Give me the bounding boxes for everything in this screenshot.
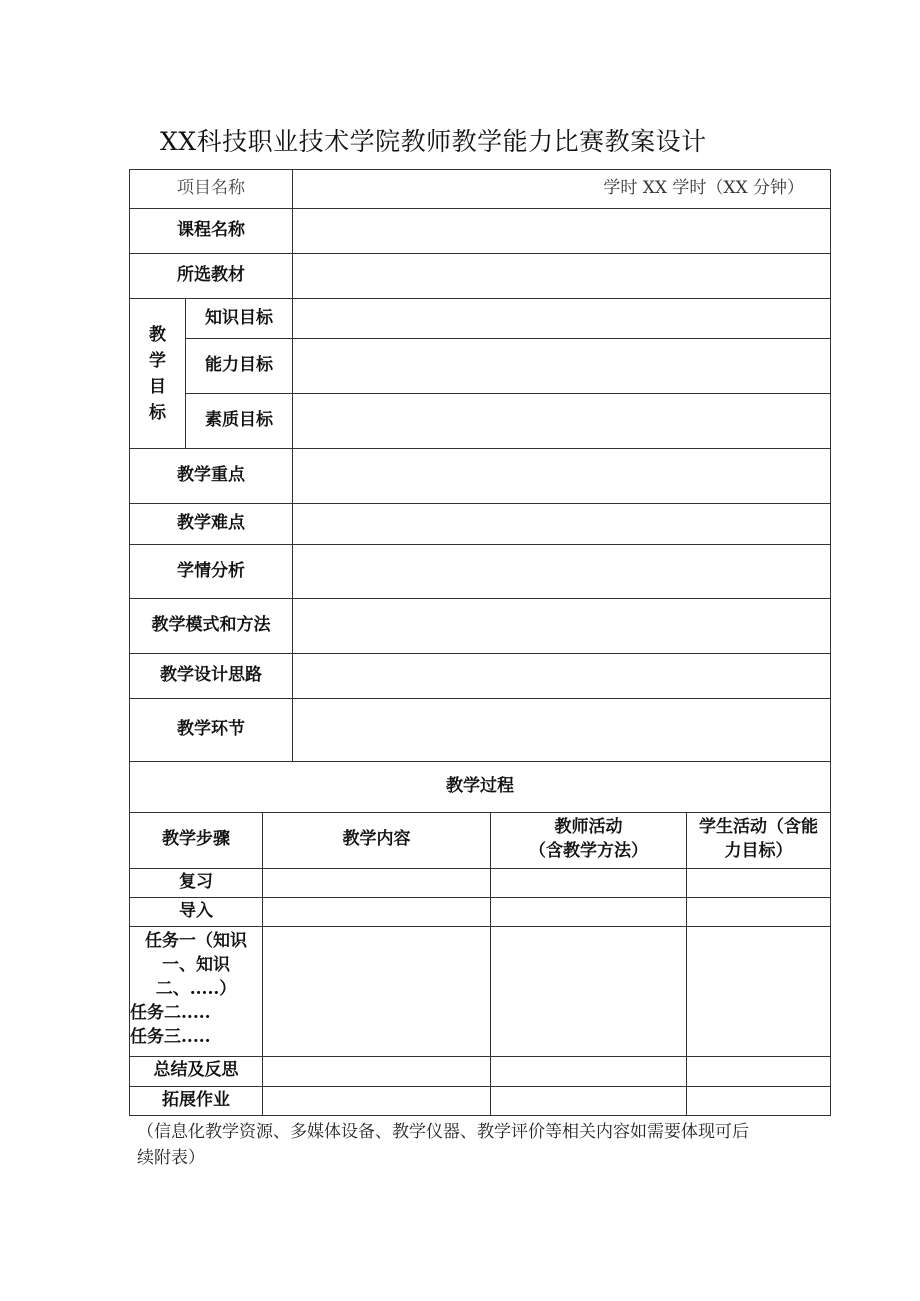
project-name-label: 项目名称 — [130, 170, 293, 209]
key-points-value[interactable] — [293, 449, 831, 504]
footnote-line-1: （信息化教学资源、多媒体设备、教学仪器、教学评价等相关内容如需要体现可后 — [137, 1122, 749, 1142]
review-step-label: 复习 — [130, 868, 263, 897]
process-heading-row — [130, 762, 831, 813]
review-student-cell[interactable] — [687, 868, 831, 897]
key-points-row — [130, 449, 831, 504]
ability-objective-row — [130, 339, 831, 394]
teaching-links-label: 教学环节 — [130, 699, 293, 762]
process-heading: 教学过程 — [130, 762, 831, 813]
difficulties-label: 教学难点 — [130, 504, 293, 545]
learning-analysis-row — [130, 545, 831, 599]
hours-text: 学时 XX 学时（XX 分钟） — [293, 170, 831, 209]
design-idea-value[interactable] — [293, 654, 831, 699]
intro-content-cell[interactable] — [263, 897, 491, 926]
ability-objective-value[interactable] — [293, 339, 831, 394]
mode-method-row — [130, 599, 831, 654]
teaching-objectives-group-label — [130, 299, 186, 449]
quality-objective-row — [130, 394, 831, 449]
summary-content-cell[interactable] — [263, 1056, 491, 1086]
quality-objective-value[interactable] — [293, 394, 831, 449]
textbook-label: 所选教材 — [130, 254, 293, 299]
summary-row — [130, 1056, 831, 1086]
summary-student-cell[interactable] — [687, 1056, 831, 1086]
tasks-step-label — [130, 926, 263, 1056]
knowledge-objective-value[interactable] — [293, 299, 831, 339]
task-line-4: 任务二..... — [130, 1002, 211, 1023]
difficulties-value[interactable] — [293, 504, 831, 545]
objective-char-1: 教 — [149, 324, 166, 345]
learning-analysis-label: 学情分析 — [130, 545, 293, 599]
document-title: XX科技职业技术学院教师教学能力比赛教案设计 — [160, 127, 707, 156]
teaching-links-row — [130, 699, 831, 762]
task-line-3: 二、.....） — [155, 978, 237, 999]
knowledge-objective-label: 知识目标 — [186, 299, 293, 339]
tasks-student-cell[interactable] — [687, 926, 831, 1056]
intro-student-cell[interactable] — [687, 897, 831, 926]
student-activity-line-1: 学生活动（含能 — [699, 816, 818, 837]
teacher-activity-line-1: 教师活动 — [554, 816, 623, 837]
content-column-header: 教学内容 — [263, 812, 491, 868]
homework-student-cell[interactable] — [687, 1086, 831, 1115]
summary-teacher-cell[interactable] — [491, 1056, 687, 1086]
course-name-label: 课程名称 — [130, 209, 293, 254]
ability-objective-label: 能力目标 — [186, 339, 293, 394]
quality-objective-label: 素质目标 — [186, 394, 293, 449]
process-header-row — [130, 812, 831, 868]
course-name-row — [130, 209, 831, 254]
task-line-5: 任务三..... — [130, 1026, 211, 1047]
teacher-activity-line-2: （含教学方法） — [529, 840, 648, 861]
intro-row — [130, 897, 831, 926]
teacher-activity-column-header — [491, 812, 687, 868]
objective-char-2: 学 — [149, 350, 166, 371]
teaching-links-value[interactable] — [293, 699, 831, 762]
tasks-teacher-cell[interactable] — [491, 926, 687, 1056]
review-teacher-cell[interactable] — [491, 868, 687, 897]
step-column-header: 教学步骤 — [130, 812, 263, 868]
mode-method-label: 教学模式和方法 — [130, 599, 293, 654]
difficulties-row — [130, 504, 831, 545]
tasks-row — [130, 926, 831, 1056]
teaching-process-table — [129, 812, 831, 1116]
homework-row — [130, 1086, 831, 1115]
key-points-label: 教学重点 — [130, 449, 293, 504]
knowledge-objective-row — [130, 299, 831, 339]
homework-content-cell[interactable] — [263, 1086, 491, 1115]
objective-char-4: 标 — [149, 402, 166, 423]
intro-step-label: 导入 — [130, 897, 263, 926]
design-idea-label: 教学设计思路 — [130, 654, 293, 699]
course-name-value[interactable] — [293, 209, 831, 254]
task-line-2: 一、知识 — [162, 954, 230, 975]
homework-step-label: 拓展作业 — [130, 1086, 263, 1115]
objective-char-3: 目 — [149, 376, 166, 397]
intro-teacher-cell[interactable] — [491, 897, 687, 926]
lesson-plan-table — [129, 169, 831, 813]
textbook-row — [130, 254, 831, 299]
student-activity-column-header — [687, 812, 831, 868]
footnote-line-2: 续附表） — [137, 1148, 205, 1168]
summary-step-label: 总结及反思 — [130, 1056, 263, 1086]
review-row — [130, 868, 831, 897]
homework-teacher-cell[interactable] — [491, 1086, 687, 1115]
mode-method-value[interactable] — [293, 599, 831, 654]
task-line-1: 任务一（知识 — [145, 930, 247, 951]
student-activity-line-2: 力目标） — [724, 840, 793, 861]
tasks-content-cell[interactable] — [263, 926, 491, 1056]
footnote — [137, 1119, 827, 1171]
header-row — [130, 170, 831, 209]
review-content-cell[interactable] — [263, 868, 491, 897]
design-idea-row — [130, 654, 831, 699]
learning-analysis-value[interactable] — [293, 545, 831, 599]
textbook-value[interactable] — [293, 254, 831, 299]
